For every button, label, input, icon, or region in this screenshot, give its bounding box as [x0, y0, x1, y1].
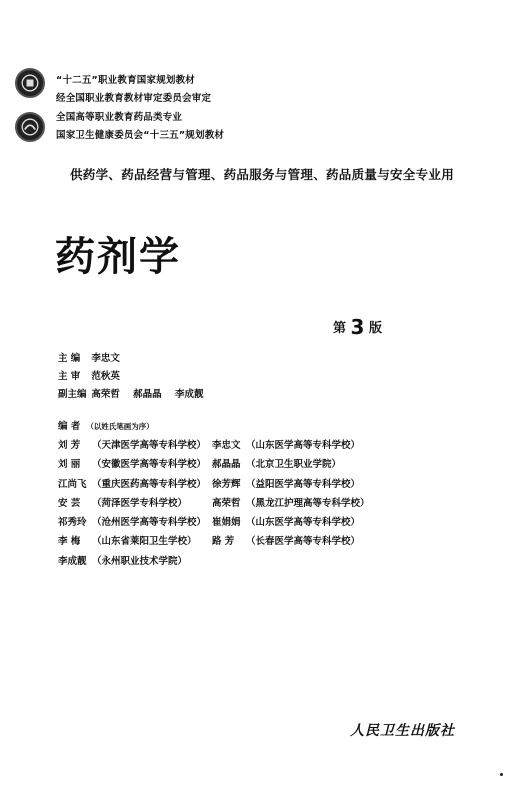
series-line-2: 经全国职业教育教材审定委员会审定	[56, 93, 212, 104]
editor-affiliation: （长春医学高等专科学校）	[246, 536, 361, 548]
editor-name: 安 芸	[58, 497, 81, 509]
credit-role: 副主编	[58, 389, 87, 400]
editor-affiliation: （沧州医学高等专科学校）	[92, 517, 207, 529]
editor-entry	[212, 513, 370, 532]
editor-name: 刘 芳	[58, 440, 81, 451]
editor-name: 李忠文	[212, 440, 241, 451]
credit-role: 主 审	[58, 371, 81, 382]
editor-name: 刘 丽	[58, 459, 81, 471]
editor-entry	[212, 532, 370, 551]
credit-person: 李成靓	[174, 389, 204, 400]
editor-entry	[212, 455, 370, 474]
editor-affiliation: （安徽医学高等专科学校）	[92, 459, 207, 471]
series-line-3: 全国高等职业教育药品类专业	[56, 112, 183, 123]
chief-reviewer-row	[58, 368, 130, 382]
editor-entry	[58, 455, 206, 474]
editor-name: 崔娟娟	[212, 517, 241, 529]
series-line-4: 国家卫生健康委员会“十三五”规划教材	[56, 130, 225, 141]
editor-affiliation: （天津医学高等专科学校）	[92, 440, 207, 451]
vocational-education-logo-icon	[15, 68, 45, 98]
editor-entry	[212, 494, 370, 513]
editor-name: 郝晶晶	[212, 459, 241, 471]
credit-person: 范秋英	[91, 371, 120, 382]
editors-list-right	[212, 436, 370, 552]
editor-name: 李成靓	[58, 555, 87, 567]
editors-heading-label: 编 者	[58, 421, 81, 432]
editor-name: 高荣哲	[212, 497, 241, 509]
intended-audience: 供药学、药品经营与管理、药品服务与管理、药品质量与安全专业用	[70, 167, 455, 182]
editor-entry	[212, 475, 370, 494]
editor-name: 李 梅	[58, 536, 81, 548]
editor-entry	[58, 436, 206, 455]
editor-entry	[58, 532, 206, 551]
associate-editors-row	[58, 386, 213, 400]
editor-name: 路 芳	[212, 536, 235, 548]
editors-heading	[58, 418, 154, 432]
editor-affiliation: （山东医学高等专科学校）	[246, 517, 361, 529]
editor-affiliation: （重庆医药高等专科学校）	[92, 478, 207, 490]
edition-label	[333, 315, 382, 339]
edition-number: 3	[350, 315, 365, 339]
editor-entry	[212, 436, 370, 455]
book-title: 药剂学	[55, 233, 181, 280]
credit-person: 高荣哲	[91, 389, 120, 400]
editor-name: 江尚飞	[58, 478, 87, 490]
editor-entry	[58, 552, 206, 571]
editor-affiliation: （益阳医学高等专科学校）	[246, 478, 361, 490]
publisher-logo: 人民卫生出版社	[350, 723, 455, 739]
chief-editor-row	[58, 350, 130, 364]
editor-entry	[58, 513, 206, 532]
editor-entry	[58, 475, 206, 494]
credit-person: 李忠文	[91, 353, 120, 364]
edition-suffix: 版	[369, 321, 383, 336]
health-commission-logo-icon	[15, 112, 45, 142]
editor-entry	[58, 494, 206, 513]
editor-name: 徐芳辉	[212, 478, 241, 490]
editor-name: 祁秀玲	[58, 517, 87, 529]
credit-person: 郝晶晶	[133, 389, 162, 400]
scan-speck	[500, 773, 503, 776]
editor-affiliation: （山东省莱阳卫生学校）	[92, 536, 197, 548]
credit-role: 主 编	[58, 353, 81, 364]
editor-affiliation: （黑龙江护理高等专科学校）	[246, 497, 370, 509]
editor-affiliation: （山东医学高等专科学校）	[246, 440, 361, 451]
editors-list-left	[58, 436, 206, 571]
editor-affiliation: （永州职业技术学院）	[92, 555, 188, 567]
edition-prefix: 第	[333, 321, 347, 336]
editor-affiliation: （北京卫生职业学院）	[246, 459, 342, 471]
editors-order-note: （以姓氏笔画为序）	[86, 422, 154, 431]
series-line-1: “十二五”职业教育国家规划教材	[56, 75, 195, 86]
editor-affiliation: （菏泽医学专科学校）	[92, 497, 188, 509]
